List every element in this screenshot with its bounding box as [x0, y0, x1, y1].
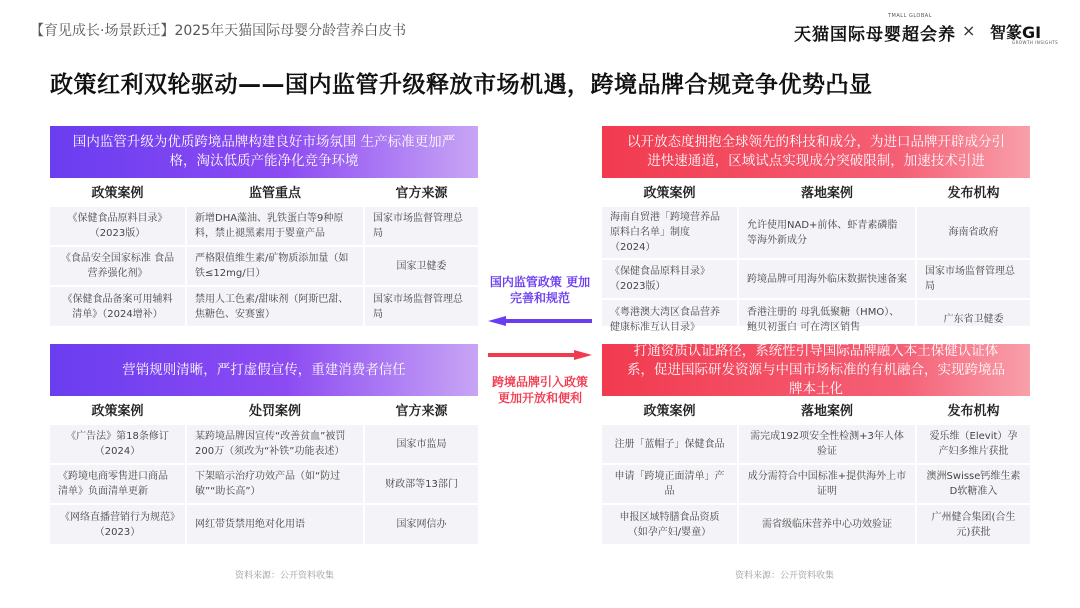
table-cell: 广东省卫健委 [916, 299, 1030, 339]
table-cell: 下架暗示治疗功效产品（如“防过敏”“助长高”） [186, 464, 364, 504]
table-header-row [50, 396, 478, 424]
table-row [602, 464, 1030, 504]
table-cell: 爱乐维（Elevit）孕产妇多维片获批 [916, 424, 1030, 464]
table-cell: 成分需符合中国标准+提供海外上市证明 [738, 464, 916, 504]
brand-logo-gi: 智篆GI [990, 23, 1042, 42]
column-header: 官方来源 [364, 178, 478, 206]
table-row [602, 259, 1030, 299]
table-cell: 国家市场监督管理总局 [364, 286, 478, 326]
table-header-row [602, 396, 1030, 424]
table-cell: 严格限值维生素/矿物质添加量（如铁≤12mg/日） [186, 246, 364, 286]
table-cell: 《粤港澳大湾区食品营养健康标准互认目录》 [602, 299, 738, 339]
table-row [50, 286, 478, 326]
left-arrow-icon [488, 316, 592, 326]
panel-banner: 以开放态度拥抱全球领先的科技和成分，为进口品牌开辟成分引进快速通道，区域试点实现成分突破限制，加速技术引进 [602, 126, 1030, 178]
panel-banner: 营销规则清晰，严打虚假宣传，重建消费者信任 [50, 344, 478, 396]
column-header: 处罚案例 [186, 396, 364, 424]
table-row [50, 504, 478, 544]
table-cell: 澳洲Swisse钙维生素D软糖准入 [916, 464, 1030, 504]
table-cell: 国家网信办 [364, 504, 478, 544]
table-cell: 网红带货禁用绝对化用语 [186, 504, 364, 544]
table-row [602, 299, 1030, 339]
table-cell: 海南省政府 [916, 206, 1030, 259]
table-cell: 某跨境品牌因宣传“改善贫血”被罚200万（须改为“补铁”功能表述） [186, 424, 364, 464]
table-cell: 需完成192项安全性检测+3年人体验证 [738, 424, 916, 464]
brand-separator: × [962, 21, 976, 40]
table-header-row [602, 178, 1030, 206]
column-header: 官方来源 [364, 396, 478, 424]
table-cell: 财政部等13部门 [364, 464, 478, 504]
table-cell: 《保健食品备案可用辅料清单》（2024增补） [50, 286, 186, 326]
table-cell: 国家市场监督管理总局 [916, 259, 1030, 299]
policy-table [50, 178, 478, 326]
panel-banner: 打通资质认证路径，系统性引导国际品牌融入本土保健认证体系，促进国际研发资源与中国市场标准的有机融合，实现跨境品牌本土化 [602, 344, 1030, 396]
table-cell: 《网络直播营销行为规范》（2023） [50, 504, 186, 544]
table-cell: 《食品安全国家标准 食品营养强化剂》 [50, 246, 186, 286]
top-bar [0, 0, 1080, 50]
table-row [50, 246, 478, 286]
table-cell: 需省级临床营养中心功效验证 [738, 504, 916, 544]
table-cell: 申报区域特膳食品资质（如孕产妇/婴童） [602, 504, 738, 544]
page-headline: 政策红利双轮驱动——国内监管升级释放市场机遇，跨境品牌合规竞争优势凸显 [50, 72, 873, 98]
table-row [602, 424, 1030, 464]
column-header: 落地案例 [738, 178, 916, 206]
right-arrow-icon [488, 350, 592, 360]
table-cell: 《保健食品原料目录》（2023版） [602, 259, 738, 299]
table-row [602, 504, 1030, 544]
panel-ingredient-openness [602, 126, 1030, 333]
table-cell: 《跨境电商零售进口商品清单》负面清单更新 [50, 464, 186, 504]
center-arrows [484, 266, 596, 416]
panel-banner: 国内监管升级为优质跨境品牌构建良好市场氛围 生产标准更加严格，淘汰低质产能净化竞争环境 [50, 126, 478, 178]
policy-table [602, 178, 1030, 339]
table-row [50, 206, 478, 246]
column-header: 发布机构 [916, 178, 1030, 206]
table-cell: 《保健食品原料目录》（2023版） [50, 206, 186, 246]
table-cell: 国家卫健委 [364, 246, 478, 286]
table-cell: 海南自贸港「跨境营养品原料白名单」制度（2024） [602, 206, 738, 259]
table-cell: 国家市监局 [364, 424, 478, 464]
penalty-table [50, 396, 478, 544]
panel-marketing-rules [50, 344, 478, 544]
table-cell: 允许使用NAD+前体、虾青素磷脂等海外新成分 [738, 206, 916, 259]
table-row [50, 464, 478, 504]
panel-certification-path [602, 344, 1030, 544]
table-header-row [50, 178, 478, 206]
table-row [602, 206, 1030, 259]
column-header: 政策案例 [602, 178, 738, 206]
column-header: 落地案例 [738, 396, 916, 424]
table-row [50, 424, 478, 464]
table-cell: 香港注册的 母乳低聚糖（HMO）、鲍贝初蛋白 可在湾区销售 [738, 299, 916, 339]
column-header: 发布机构 [916, 396, 1030, 424]
column-header: 政策案例 [602, 396, 738, 424]
table-cell: 跨境品牌可用海外临床数据快速备案 [738, 259, 916, 299]
case-table [602, 396, 1030, 544]
column-header: 政策案例 [50, 178, 186, 206]
crossborder-policy-label: 跨境品牌引入政策 更加开放和便利 [491, 375, 588, 405]
table-cell: 国家市场监督管理总局 [364, 206, 478, 246]
table-cell: 《广告法》第18条修订（2024） [50, 424, 186, 464]
panel-domestic-regulation [50, 126, 478, 326]
brand-right-subtitle: GROWTH INSIGHTS [1012, 40, 1059, 45]
table-cell: 新增DHA藻油、乳铁蛋白等9种原料，禁止褪黑素用于婴童产品 [186, 206, 364, 246]
table-cell: 申请「跨境正面清单」产品 [602, 464, 738, 504]
source-note-right: 资料来源：公开资料收集 [735, 571, 835, 581]
document-title: 【育见成长·场景跃迁】2025年天猫国际母婴分龄营养白皮书 [30, 23, 407, 39]
table-cell: 禁用人工色素/甜味剂（阿斯巴甜、焦糖色、安赛蜜） [186, 286, 364, 326]
brand-left-tag: TMALL GLOBAL [888, 13, 933, 19]
domestic-policy-label: 国内监管政策 更加完善和规范 [489, 275, 591, 305]
column-header: 政策案例 [50, 396, 186, 424]
table-cell: 广州健合集团(合生元)获批 [916, 504, 1030, 544]
column-header: 监管重点 [186, 178, 364, 206]
source-note-left: 资料来源：公开资料收集 [235, 571, 335, 581]
table-cell: 注册「蓝帽子」保健食品 [602, 424, 738, 464]
brand-logo-tmall: 天猫国际母婴超会养 [794, 25, 956, 45]
